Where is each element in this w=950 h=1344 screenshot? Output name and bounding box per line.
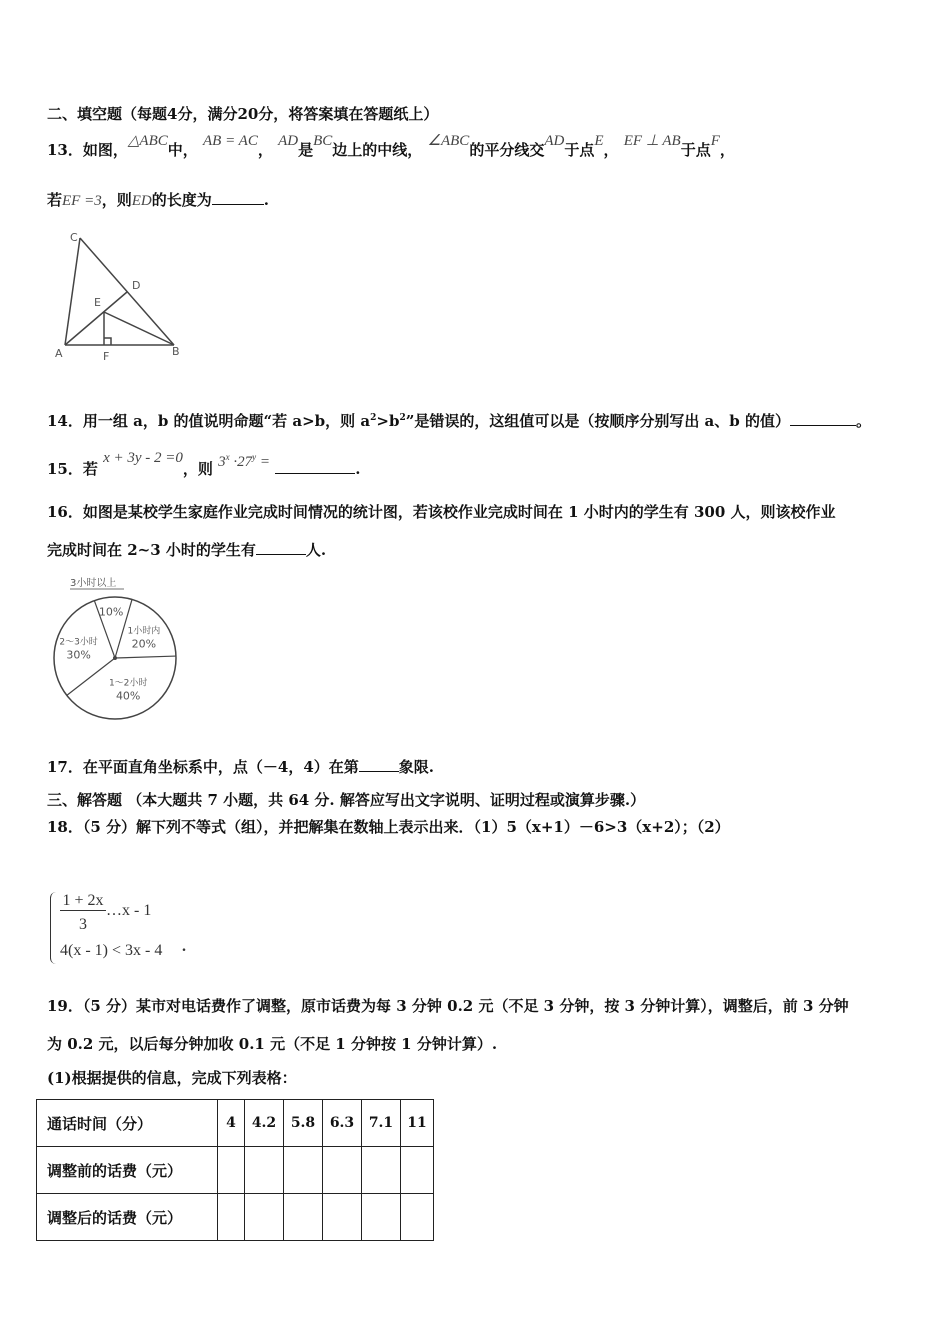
math-ab-eq-ac: AB = AC [203, 133, 258, 149]
table-cell-blank[interactable] [218, 1147, 245, 1194]
table-cell-blank[interactable] [245, 1147, 284, 1194]
text: . [263, 191, 269, 209]
table-header-cell: 11 [401, 1100, 434, 1147]
table-cell-blank[interactable] [245, 1194, 284, 1241]
label-d: D [132, 279, 141, 292]
pie-slice-label: 1～2小时 [108, 678, 148, 689]
math-triangle-abc: △ABC [127, 133, 168, 149]
math-equation: x + 3y - 2 =0 [103, 450, 183, 466]
q15-number: 15．若 [47, 460, 98, 478]
text: ， [257, 141, 273, 159]
text: 人. [305, 541, 327, 559]
answer-blank[interactable] [275, 459, 355, 474]
label-a: A [55, 347, 63, 360]
left-brace [50, 892, 57, 964]
table-header-cell: 5.8 [284, 1100, 323, 1147]
period: . [182, 938, 186, 955]
table-header-cell: 6.3 [323, 1100, 362, 1147]
text: ，则 [101, 191, 132, 209]
answer-blank[interactable] [256, 540, 306, 555]
section-2-title: 二、填空题（每题4分，满分20分，将答案填在答题纸上） [47, 105, 439, 123]
question-19-line1: 19．（5 分）某市对电话费作了调整，原市话费为每 3 分钟 0.2 元（不足 3 分钟，按 3 分钟计算），调整后，前 3 分钟 [47, 997, 849, 1015]
text: 于点 [564, 141, 595, 159]
pie-chart [46, 572, 186, 724]
table-cell-blank[interactable] [401, 1194, 434, 1241]
label-b: B [172, 345, 180, 358]
superscript: x [225, 452, 230, 462]
answer-blank[interactable] [359, 757, 399, 772]
superscript: 2 [370, 413, 377, 423]
question-19-subquestion: (1)根据提供的信息，完成下列表格： [47, 1069, 297, 1087]
table-header-cell: 4 [218, 1100, 245, 1147]
pie-slice-value: 30% [66, 648, 91, 662]
triangle-figure [50, 228, 190, 366]
math-bc: BC [313, 133, 333, 149]
inequality-2: 4(x - 1) < 3x - 4 [60, 942, 163, 959]
label-f: F [103, 350, 110, 363]
text: 的平分线交 [469, 141, 545, 159]
answer-blank[interactable] [212, 190, 264, 205]
text: 象限. [398, 758, 434, 776]
question-19-line2: 为 0.2 元，以后每分钟加收 0.1 元（不足 1 分钟按 1 分钟计算）. [47, 1035, 498, 1053]
math-ad: AD [278, 133, 299, 149]
text: >b [376, 412, 400, 430]
inequality-system [50, 890, 200, 970]
pie-slice-value: 10% [98, 605, 124, 619]
fraction-numerator: 1 + 2x [60, 892, 106, 911]
math-angle-abc: ∠ABC [427, 133, 470, 149]
table-header-cell: 7.1 [362, 1100, 401, 1147]
question-16-line2 [47, 540, 326, 560]
text: ·27 [229, 454, 253, 470]
table-row [37, 1147, 434, 1194]
table-cell-blank[interactable] [284, 1194, 323, 1241]
table-cell-blank[interactable] [284, 1147, 323, 1194]
superscript: 2 [399, 413, 406, 423]
text: = [256, 454, 271, 470]
pie-center [113, 656, 117, 660]
superscript: y [252, 452, 257, 462]
right-angle-mark [104, 338, 111, 345]
math-ef-perp-ab: EF ⊥ AB [623, 133, 681, 149]
side-bc [80, 238, 174, 345]
fraction-denominator: 3 [79, 916, 87, 933]
text: 完成时间在 2~3 小时的学生有 [47, 541, 256, 559]
question-17 [47, 757, 434, 777]
label-c: C [70, 231, 78, 244]
question-15 [47, 450, 361, 480]
answer-blank[interactable] [790, 411, 856, 426]
text: 是 [298, 141, 314, 159]
pie-slice-label: 2～3小时 [59, 637, 98, 648]
table-cell-blank[interactable] [362, 1194, 401, 1241]
table-row-label: 调整后的话费（元） [37, 1194, 218, 1241]
table-row [37, 1100, 434, 1147]
bisector-be [104, 312, 174, 345]
table-header-cell: 通话时间（分） [37, 1100, 218, 1147]
math-ad-2: AD [544, 133, 565, 149]
question-16-line1: 16．如图是某校学生家庭作业完成时间情况的统计图，若该校作业完成时间在 1 小时内的学生有 300 人，则该校作业 [47, 503, 836, 521]
table-cell-blank[interactable] [323, 1147, 362, 1194]
table-header-cell: 4.2 [245, 1100, 284, 1147]
text: ， [603, 141, 619, 159]
question-18: 18．（5 分）解下列不等式（组），并把解集在数轴上表示出来．（1）5（x+1）－6>3（x+2）；（2） [47, 818, 730, 836]
table-cell-blank[interactable] [401, 1147, 434, 1194]
table-cell-blank[interactable] [323, 1194, 362, 1241]
text: 14．用一组 a，b 的值说明命题“若 a>b，则 a [47, 412, 371, 430]
table-cell-blank[interactable] [218, 1194, 245, 1241]
question-13-line1 [47, 133, 735, 161]
text: 3 [218, 454, 226, 470]
table-row [37, 1194, 434, 1241]
pie-slice-label: 3小时以上 [70, 578, 117, 589]
text: 于点 [680, 141, 711, 159]
q13-number: 13．如图， [47, 141, 128, 159]
text: ，则 [182, 460, 213, 478]
math-ed: ED [131, 193, 152, 209]
pie-slice-value: 40% [115, 689, 141, 703]
question-13-line2 [47, 190, 269, 211]
math-f: F [710, 133, 720, 149]
text: ”是错误的，这组值可以是（按顺序分别写出 a、b 的值） [405, 412, 790, 430]
math-e: E [594, 133, 604, 149]
inequality-1-rhs: …x - 1 [106, 902, 152, 919]
table-cell-blank[interactable] [362, 1147, 401, 1194]
side-ac [65, 238, 80, 345]
math-ef-eq-3: EF =3 [62, 193, 102, 209]
text: 边上的中线， [332, 141, 423, 159]
pie-slice-value: 20% [131, 637, 157, 651]
pie-slice-label: 1小时内 [127, 626, 161, 637]
text: 的长度为 [151, 191, 212, 209]
question-14 [47, 408, 871, 431]
pie-slice-boundary [115, 656, 176, 658]
text: 中， [167, 141, 198, 159]
section-3-title: 三、解答题 （本大题共 7 小题，共 64 分. 解答应写出文字说明、证明过程或演算步骤.） [47, 791, 646, 809]
label-e: E [94, 296, 101, 309]
pie-slice-boundary [67, 658, 115, 695]
table-row-label: 调整前的话费（元） [37, 1147, 218, 1194]
text: 若 [47, 191, 63, 209]
fee-table [36, 1099, 434, 1241]
math-expression [218, 454, 270, 470]
text: 17．在平面直角坐标系中，点（－4，4）在第 [47, 758, 359, 776]
text: ， [719, 141, 735, 159]
text: 。 [856, 412, 872, 430]
text: . [355, 460, 361, 478]
